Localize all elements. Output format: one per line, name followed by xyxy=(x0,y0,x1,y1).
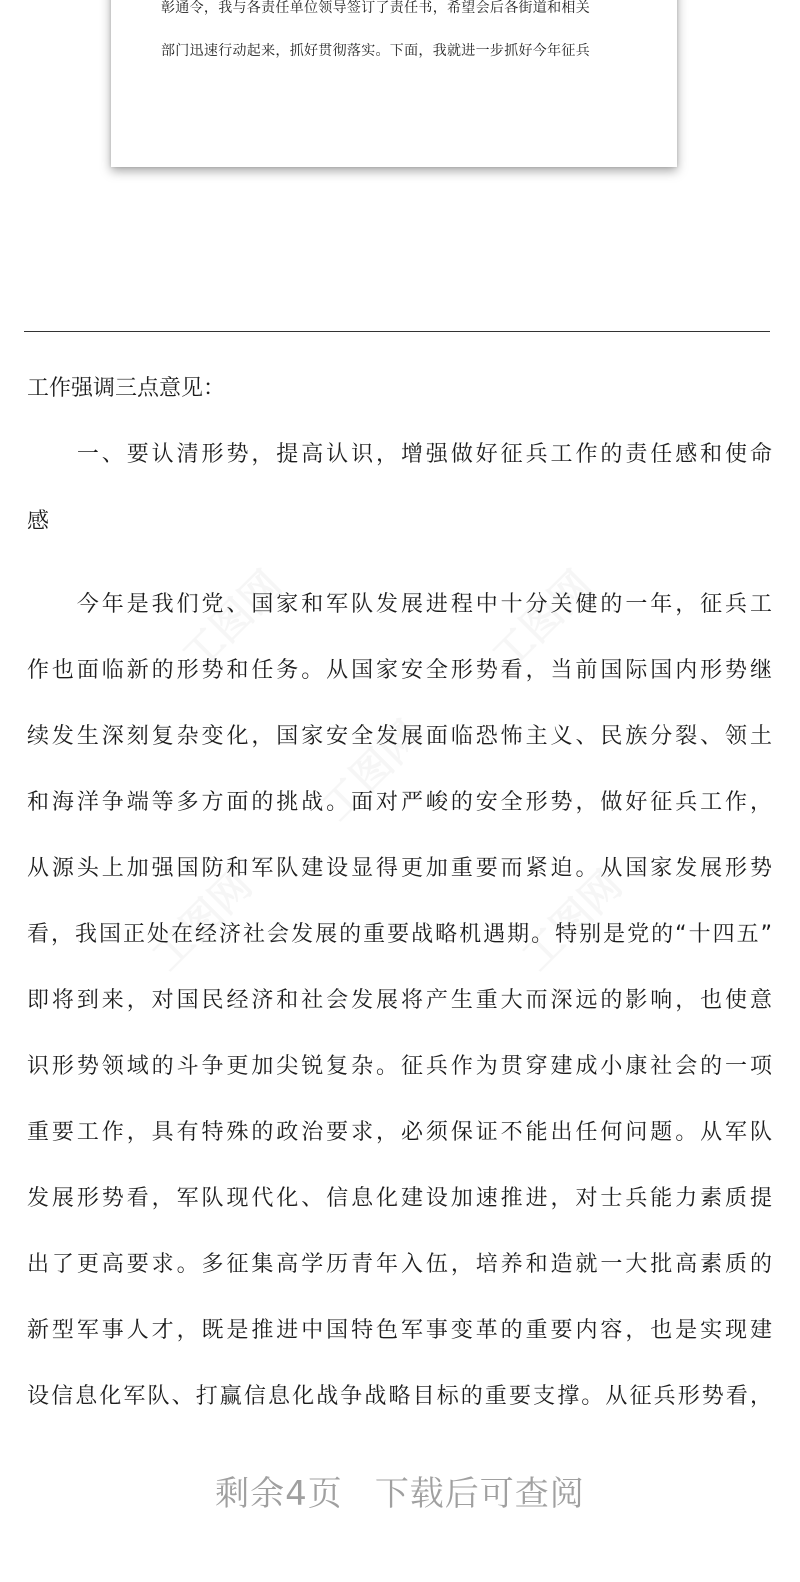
text-line: 新型军事人才，既是推进中国特色军事变革的重要内容，也是实现建 xyxy=(27,1318,772,1343)
text-line: 作也面临新的形势和任务。从国家安全形势看，当前国际国内形势继 xyxy=(27,658,772,683)
remaining-pages-label[interactable]: 剩余4页 xyxy=(215,1474,343,1514)
download-hint-label[interactable]: 下载后可查阅 xyxy=(374,1474,585,1514)
section-heading-1: 一、要认清形势，提高认识，增强做好征兵工作的责任感和使命 xyxy=(27,442,772,467)
text-line: 即将到来，对国民经济和社会发展将产生重大而深远的影响，也使意 xyxy=(27,988,772,1013)
text-line: 续发生深刻复杂变化，国家安全发展面临恐怖主义、民族分裂、领土 xyxy=(27,724,772,749)
text-line: 感 xyxy=(27,509,50,534)
text-line: 看，我国正处在经济社会发展的重要战略机遇期。特别是党的“十四五” xyxy=(27,922,772,947)
preview-line-2: 部门迅速行动起来，抓好贯彻落实。下面，我就进一步抓好今年征兵 xyxy=(161,43,590,59)
preview-line-1: 彰通令，我与各责任单位领导签订了责任书，希望会后各街道和相关 xyxy=(161,0,590,16)
text-line: 出了更高要求。多征集高学历青年入伍，培养和造就一大批高素质的 xyxy=(27,1252,772,1277)
text-line: 设信息化军队、打赢信息化战争战略目标的重要支撑。从征兵形势看， xyxy=(27,1384,772,1409)
text-line: 今年是我们党、国家和军队发展进程中十分关健的一年，征兵工 xyxy=(27,592,772,617)
text-line: 从源头上加强国防和军队建设显得更加重要而紧迫。从国家发展形势 xyxy=(27,856,772,881)
text-line: 发展形势看，军队现代化、信息化建设加速推进，对士兵能力素质提 xyxy=(27,1186,772,1211)
text-line: 工作强调三点意见： xyxy=(27,376,226,401)
page-divider xyxy=(24,331,770,332)
previous-page-preview xyxy=(111,0,677,167)
text-line: 和海洋争端等多方面的挑战。面对严峻的安全形势，做好征兵工作， xyxy=(27,790,772,815)
text-line: 重要工作，具有特殊的政治要求，必须保证不能出任何问题。从军队 xyxy=(27,1120,772,1145)
text-line: 识形势领域的斗争更加尖锐复杂。征兵作为贯穿建成小康社会的一项 xyxy=(27,1054,772,1079)
download-prompt[interactable] xyxy=(0,1466,800,1515)
